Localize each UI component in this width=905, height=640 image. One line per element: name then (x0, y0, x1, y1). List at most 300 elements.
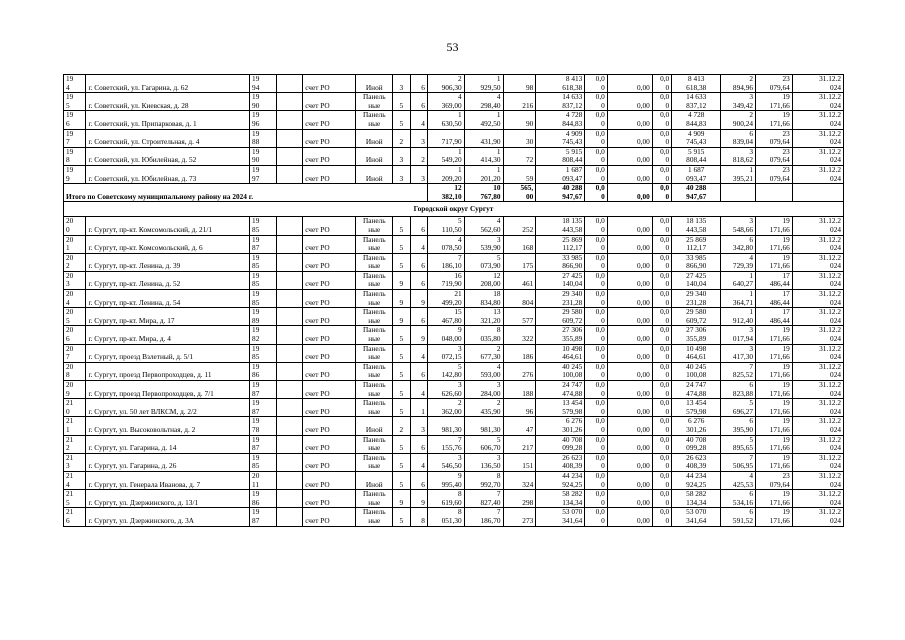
cell-col-12 (585, 147, 607, 165)
cell-col-11 (536, 235, 585, 253)
cell-line: Иной (365, 173, 383, 183)
cell-line: 321,20 (480, 315, 501, 325)
total-cell-col-16 (721, 184, 756, 202)
cell-line: 0 (601, 424, 605, 434)
total-cell-col-8 (427, 184, 464, 202)
cell-line: 5 (458, 362, 462, 371)
cell-line: 024 (830, 461, 841, 471)
table-row (64, 490, 844, 508)
cell-col-1 (86, 435, 250, 453)
cell-line: 19 (252, 147, 260, 156)
cell-col-6 (393, 271, 410, 289)
cell-line: 606,70 (480, 443, 501, 453)
cell-line: 2 (496, 344, 501, 353)
cell-line: Иной (365, 137, 383, 147)
cell-line: 168 (522, 243, 534, 253)
cell-col-0 (64, 165, 86, 183)
cell-line: 9 (421, 297, 425, 307)
cell-line: 98 (525, 82, 534, 92)
cell-col-2 (250, 129, 277, 147)
cell-line: 19 (782, 235, 790, 244)
cell-line: Панель (362, 489, 386, 499)
cell-col-16 (721, 111, 756, 129)
cell-line: 5 (399, 352, 404, 362)
cell-line: 87 (252, 443, 260, 453)
cell-line: 6 (421, 315, 425, 325)
cell-col-13 (607, 290, 652, 308)
cell-line: 5 (399, 479, 404, 489)
cell-line: 19 (66, 129, 74, 138)
cell-line: счет РО (305, 315, 330, 325)
cell-col-15 (672, 344, 721, 362)
cell-col-12 (585, 508, 607, 526)
cell-line: 19 (782, 92, 790, 102)
cell-line: 4 (496, 362, 501, 371)
cell-col-17 (756, 111, 793, 129)
cell-line: 20 (66, 271, 74, 280)
cell-line: 171,66 (769, 243, 790, 253)
table-row (64, 381, 844, 399)
cell-line: 1 (66, 424, 70, 434)
cell-line: 461 (522, 279, 534, 289)
cell-line: 0,00 (636, 224, 650, 234)
total-cell-col-13 (607, 184, 652, 202)
cell-line: 31.12.2 (819, 507, 841, 517)
cell-line: 7 (749, 362, 753, 371)
cell-line: 417,30 (732, 352, 753, 362)
cell-line: г. Сургут, проезд Взлетный, д. 5/1 (88, 352, 193, 362)
cell-line: ные (368, 461, 381, 471)
table-row (64, 129, 844, 147)
cell-line: 2 (66, 261, 70, 271)
cell-col-13 (607, 381, 652, 399)
total-cell-col-14 (652, 184, 671, 202)
cell-col-11 (536, 253, 585, 271)
cell-col-7 (410, 129, 427, 147)
cell-col-12 (585, 75, 607, 93)
cell-col-2 (250, 326, 277, 344)
cell-col-11 (536, 111, 585, 129)
cell-line: 6 276 (565, 416, 583, 426)
cell-col-13 (607, 75, 652, 93)
cell-line: 024 (830, 515, 841, 525)
cell-col-2 (250, 147, 277, 165)
cell-line: ные (368, 497, 381, 507)
cell-line: 5 (399, 370, 404, 380)
registry-table (63, 74, 844, 527)
table-row (64, 308, 844, 326)
cell-line: 506,95 (732, 461, 753, 471)
cell-line: 142,80 (441, 370, 462, 380)
cell-line: 171,66 (769, 118, 790, 128)
cell-col-4 (303, 271, 356, 289)
cell-col-9 (464, 111, 503, 129)
cell-line: 0 (665, 406, 670, 416)
cell-line: 024 (830, 155, 841, 165)
cell-line: 0 (665, 424, 670, 434)
cell-col-15 (672, 435, 721, 453)
cell-line: 499,20 (441, 297, 462, 307)
cell-col-13 (607, 253, 652, 271)
cell-line: 171,66 (769, 224, 790, 234)
cell-col-11 (536, 453, 585, 471)
cell-line: 5 (66, 315, 70, 325)
cell-line: 209,20 (441, 173, 462, 183)
cell-col-10 (503, 235, 536, 253)
cell-col-11 (536, 508, 585, 526)
cell-line: Панель (362, 325, 386, 335)
cell-line: 024 (830, 243, 841, 253)
cell-col-2 (250, 453, 277, 471)
cell-line: 31.12.2 (819, 325, 841, 335)
cell-line: 0,00 (636, 461, 650, 471)
cell-line: 87 (252, 515, 260, 525)
cell-col-13 (607, 165, 652, 183)
cell-col-9 (464, 344, 503, 362)
cell-col-14 (652, 453, 671, 471)
cell-col-17 (756, 344, 793, 362)
cell-col-9 (464, 508, 503, 526)
cell-col-18 (792, 217, 843, 235)
cell-line: 4 728 (688, 110, 705, 120)
cell-col-1 (86, 471, 250, 489)
cell-line: 31.12.2 (819, 471, 841, 480)
cell-line: 7 (496, 489, 501, 499)
cell-line: 0,0 (660, 165, 670, 174)
cell-col-12 (585, 326, 607, 344)
cell-col-14 (652, 417, 671, 435)
cell-col-5 (356, 147, 393, 165)
cell-line: 425,53 (732, 479, 753, 489)
cell-col-7 (410, 490, 427, 508)
cell-line: 0 (665, 334, 670, 344)
cell-col-8 (427, 75, 464, 93)
cell-col-6 (393, 326, 410, 344)
cell-col-9 (464, 362, 503, 380)
cell-line: ные (368, 279, 381, 289)
cell-col-13 (607, 308, 652, 326)
cell-line: 26 623 (686, 453, 707, 462)
cell-line: счет РО (305, 100, 330, 110)
cell-line: 0,00 (636, 155, 650, 165)
cell-line: Иной (365, 479, 383, 489)
cell-line: 079,64 (769, 173, 790, 183)
cell-line: 0 (601, 461, 605, 471)
cell-col-12 (585, 93, 607, 111)
cell-line: ные (368, 388, 381, 398)
cell-line: 024 (830, 352, 841, 362)
cell-line: 0,00 (636, 370, 650, 380)
cell-line: 0 (601, 243, 605, 253)
table-row (64, 435, 844, 453)
cell-line: 4 909 (565, 129, 583, 138)
cell-line: 90 (525, 118, 534, 128)
cell-line: 1 687 (565, 165, 583, 174)
cell-col-11 (536, 471, 585, 489)
cell-line: 947,67 (686, 191, 707, 201)
cell-col-16 (721, 93, 756, 111)
cell-line: 0,0 (660, 289, 670, 299)
cell-line: 151 (522, 461, 534, 471)
cell-col-7 (410, 453, 427, 471)
cell-col-18 (792, 147, 843, 165)
cell-col-13 (607, 417, 652, 435)
cell-line: 19 (252, 507, 260, 517)
cell-line: 18 135 (562, 216, 583, 226)
cell-line: 0,0 (660, 362, 670, 371)
cell-line: 924,25 (686, 479, 707, 489)
cell-col-12 (585, 235, 607, 253)
cell-col-16 (721, 271, 756, 289)
table-row (64, 399, 844, 417)
cell-col-6 (393, 417, 410, 435)
cell-line: 0,00 (636, 424, 650, 434)
cell-line: 078,50 (441, 243, 462, 253)
cell-col-18 (792, 253, 843, 271)
cell-col-8 (427, 417, 464, 435)
cell-line: 804 (522, 297, 534, 307)
cell-col-8 (427, 290, 464, 308)
cell-line: 719,90 (441, 279, 462, 289)
cell-line: 82 (252, 334, 260, 344)
cell-col-4 (303, 490, 356, 508)
cell-line: счет РО (305, 515, 330, 525)
cell-col-0 (64, 435, 86, 453)
cell-col-16 (721, 308, 756, 326)
cell-line: 906,30 (441, 82, 462, 92)
cell-col-5 (356, 399, 393, 417)
cell-col-5 (356, 435, 393, 453)
cell-col-11 (536, 399, 585, 417)
cell-line: 17 (782, 307, 790, 317)
cell-line: 23 (782, 471, 790, 480)
cell-col-4 (303, 290, 356, 308)
cell-col-15 (672, 471, 721, 489)
cell-col-2 (250, 93, 277, 111)
cell-line: Панель (362, 307, 386, 317)
cell-line: 0 (601, 261, 605, 271)
cell-line: 12 (454, 183, 462, 193)
cell-line: 577 (522, 315, 534, 325)
cell-col-0 (64, 217, 86, 235)
cell-col-16 (721, 362, 756, 380)
cell-line: 0,00 (636, 497, 650, 507)
cell-line: 024 (830, 137, 841, 147)
cell-line: 467,80 (441, 315, 462, 325)
cell-line: г. Сургут, ул. 50 лет ВЛКСМ, д. 2/2 (88, 406, 197, 416)
cell-col-8 (427, 235, 464, 253)
cell-line: г. Сургут, пр-кт. Ленина, д. 54 (88, 297, 181, 307)
cell-line: ные (368, 118, 381, 128)
cell-col-10 (503, 362, 536, 380)
cell-line: 4 (458, 235, 462, 244)
cell-col-9 (464, 453, 503, 471)
cell-col-18 (792, 111, 843, 129)
cell-line: г. Сургут, ул. Дзержинского, д. 13/1 (88, 497, 199, 507)
cell-line: Панель (362, 110, 386, 120)
cell-line: 1 (749, 271, 753, 280)
cell-line: 0,0 (660, 74, 670, 83)
cell-line: 21 (66, 453, 74, 462)
cell-line: 0 (665, 497, 670, 507)
cell-line: 579,98 (686, 406, 707, 416)
cell-line: 90 (252, 100, 260, 110)
cell-col-5 (356, 417, 393, 435)
cell-line: 301,26 (686, 424, 707, 434)
cell-line: г. Сургут, пр-кт. Комсомольский, д. 21/1 (88, 224, 213, 234)
cell-line: Иной (365, 155, 383, 165)
cell-line: 0,0 (595, 147, 605, 156)
cell-line: 0 (665, 443, 670, 453)
cell-line: 0 (665, 82, 670, 92)
cell-col-8 (427, 362, 464, 380)
cell-col-17 (756, 290, 793, 308)
cell-line: 565, (520, 183, 534, 193)
cell-line: 5 915 (688, 147, 705, 156)
cell-line: 44 234 (686, 471, 707, 480)
cell-line: 0,0 (595, 325, 605, 335)
cell-line: 0 (601, 479, 605, 489)
cell-line: Панель (362, 507, 386, 517)
cell-col-14 (652, 508, 671, 526)
cell-col-14 (652, 93, 671, 111)
cell-col-6 (393, 147, 410, 165)
cell-line: 18 (493, 289, 501, 299)
cell-line: 6 (66, 118, 70, 128)
cell-col-6 (393, 235, 410, 253)
cell-col-15 (672, 129, 721, 147)
cell-col-9 (464, 490, 503, 508)
cell-col-18 (792, 344, 843, 362)
cell-line: 19 (782, 489, 790, 499)
cell-col-12 (585, 362, 607, 380)
cell-col-0 (64, 453, 86, 471)
cell-line: 099,28 (562, 443, 583, 453)
cell-col-12 (585, 129, 607, 147)
cell-line: 10 498 (562, 344, 583, 353)
cell-line: 0,00 (636, 315, 650, 325)
cell-col-13 (607, 111, 652, 129)
cell-col-17 (756, 271, 793, 289)
cell-col-7 (410, 271, 427, 289)
cell-line: 85 (252, 261, 260, 271)
cell-line: 171,66 (769, 515, 790, 525)
cell-line: 298,40 (480, 100, 501, 110)
cell-col-15 (672, 290, 721, 308)
cell-line: 0,00 (636, 82, 650, 92)
cell-line: 395,90 (732, 424, 753, 434)
cell-col-6 (393, 165, 410, 183)
cell-col-11 (536, 435, 585, 453)
cell-col-18 (792, 326, 843, 344)
table-row (64, 165, 844, 183)
cell-col-10 (503, 93, 536, 111)
cell-line: 745,43 (562, 137, 583, 147)
cell-col-4 (303, 75, 356, 93)
cell-col-17 (756, 399, 793, 417)
cell-line: 276 (522, 370, 534, 380)
cell-col-12 (585, 490, 607, 508)
cell-line: 0 (665, 388, 670, 398)
cell-line: счет РО (305, 443, 330, 453)
cell-line: 6 (421, 479, 425, 489)
cell-col-4 (303, 417, 356, 435)
cell-line: 0,0 (595, 489, 605, 499)
cell-col-11 (536, 271, 585, 289)
cell-line: 0,00 (636, 137, 650, 147)
cell-line: 0,0 (595, 183, 605, 193)
cell-line: 19 (782, 416, 790, 426)
cell-line: 1 (421, 406, 425, 416)
cell-line: 0,00 (636, 297, 650, 307)
empty-cell (276, 111, 303, 129)
cell-line: 929,50 (480, 82, 501, 92)
cell-line: 0,00 (636, 100, 650, 110)
cell-col-9 (464, 253, 503, 271)
cell-col-8 (427, 129, 464, 147)
cell-line: 298 (522, 497, 534, 507)
cell-line: 0 (665, 100, 670, 110)
cell-line: 14 633 (562, 92, 583, 102)
cell-line: 3 (749, 92, 753, 102)
cell-line: 19 (252, 129, 260, 138)
cell-col-8 (427, 253, 464, 271)
cell-line: 19 (782, 398, 790, 408)
cell-line: 562,60 (480, 224, 501, 234)
cell-line: Панель (362, 344, 386, 353)
cell-col-5 (356, 453, 393, 471)
cell-line: 0 (665, 173, 670, 183)
cell-col-18 (792, 399, 843, 417)
cell-col-11 (536, 217, 585, 235)
cell-col-2 (250, 253, 277, 271)
cell-col-14 (652, 308, 671, 326)
cell-line: счет РО (305, 334, 330, 344)
cell-line: 85 (252, 461, 260, 471)
cell-col-7 (410, 217, 427, 235)
cell-line: 8 (458, 489, 462, 499)
cell-line: 8 (66, 370, 70, 380)
cell-col-10 (503, 129, 536, 147)
cell-line: 3 (458, 344, 462, 353)
cell-line: 21 (66, 489, 74, 499)
cell-col-12 (585, 217, 607, 235)
cell-line: 9 (66, 173, 70, 183)
cell-col-7 (410, 235, 427, 253)
cell-line: 0 (601, 191, 605, 201)
cell-line: 7 (458, 435, 462, 444)
cell-line: 5 (749, 435, 753, 444)
cell-col-16 (721, 75, 756, 93)
cell-line: 3 (458, 453, 462, 462)
cell-col-0 (64, 253, 86, 271)
cell-line: 0 (601, 100, 605, 110)
cell-col-0 (64, 362, 86, 380)
cell-line: 16 (454, 271, 462, 280)
cell-line: 2 (749, 74, 753, 83)
cell-line: Панель (362, 380, 386, 389)
cell-line: 486,44 (769, 279, 790, 289)
cell-col-7 (410, 508, 427, 526)
cell-line: Панель (362, 362, 386, 371)
cell-line: 035,80 (480, 334, 501, 344)
table-row (64, 93, 844, 111)
cell-line: 20 (66, 344, 74, 353)
cell-line: 87 (252, 406, 260, 416)
cell-line: 5 (458, 216, 462, 226)
cell-line: 19 (252, 344, 260, 353)
cell-line: 435,90 (480, 406, 501, 416)
